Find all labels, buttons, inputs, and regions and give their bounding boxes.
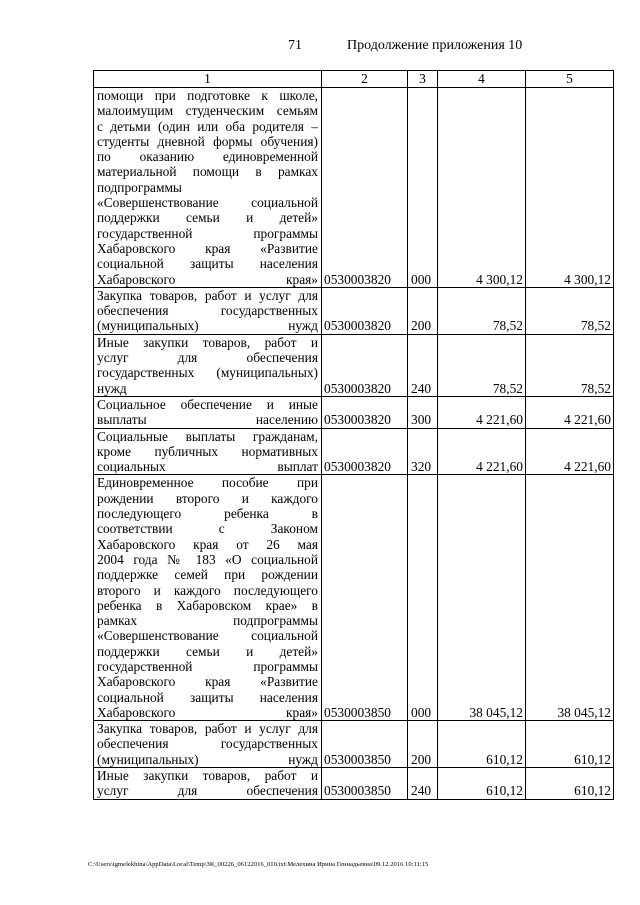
amount-col5: 610,12 [526,721,614,768]
description-line: «Совершенствование социальной [97,195,318,211]
description-line: (муниципальных) нужд [97,751,318,767]
target-article-code: 0530003850 [322,721,408,768]
expense-type-code: 200 [408,287,438,334]
description-line: студенты дневной формы обучения) [97,133,318,149]
table-row [94,396,614,428]
description-line: помощи при подготовке к школе, [97,88,318,103]
description-line: рамках подпрограммы [97,613,318,629]
description-line: Закупка товаров, работ и услуг для [97,287,318,303]
description-line: Хабаровского края» [97,704,318,720]
target-article-code: 0530003820 [322,287,408,334]
expense-type-code: 240 [408,334,438,396]
target-article-code: 0530003820 [322,396,408,428]
target-article-code: 0530003850 [322,475,408,721]
row-description [94,287,322,334]
description-line: Социальное обеспечение и иные [97,396,318,412]
row-description [94,334,322,396]
description-line: соответствии с Законом [97,521,318,537]
row-description [94,768,322,800]
amount-col4: 4 221,60 [438,428,526,475]
table-row [94,88,614,288]
target-article-code: 0530003820 [322,334,408,396]
table-row [94,721,614,768]
description-line: Хабаровского края от 26 мая [97,536,318,552]
column-header: 1 [94,71,322,88]
description-line: 2004 года № 183 «О социальной [97,551,318,567]
description-line: социальных выплат [97,459,318,475]
target-article-code: 0530003820 [322,428,408,475]
expense-type-code: 320 [408,428,438,475]
description-line: малоимущим студенческим семьям [97,103,318,119]
description-line: поддержки семьи и детей» [97,643,318,659]
amount-col5: 78,52 [526,287,614,334]
expense-type-code: 000 [408,475,438,721]
description-line: Социальные выплаты гражданам, [97,428,318,444]
column-header: 4 [438,71,526,88]
description-line: поддержке семей при рождении [97,567,318,583]
description-line: обеспечения государственных [97,736,318,752]
column-header: 5 [526,71,614,88]
amount-col5: 610,12 [526,768,614,800]
column-header: 3 [408,71,438,88]
file-path-footer: C:\Users\igmelekhina\AppData\Local\Temp\ЗК_00226_06122016_010.txt\Мелехина Ирина Геннадьевна\09.12.2016 10:11:15 [88,861,429,868]
description-line: Иные закупки товаров, работ и [97,334,318,350]
description-line: ребенка в Хабаровском крае» в [97,597,318,613]
description-line: поддержки семьи и детей» [97,210,318,226]
amount-col5: 4 300,12 [526,88,614,288]
table-row [94,768,614,800]
description-line: с детьми (один или оба родителя – [97,118,318,134]
expense-type-code: 300 [408,396,438,428]
page-number: 71 [288,38,302,53]
expense-type-code: 240 [408,768,438,800]
description-line: Хабаровского края «Развитие [97,240,318,256]
description-line: подпрограммы [97,179,182,195]
description-line: социальной защиты населения [97,689,318,705]
description-line: услуг для обеспечения [97,783,318,799]
amount-col4: 4 221,60 [438,396,526,428]
page-header [0,38,640,56]
target-article-code: 0530003820 [322,88,408,288]
description-line: «Совершенствование социальной [97,628,318,644]
row-description [94,88,322,288]
amount-col5: 4 221,60 [526,428,614,475]
row-description [94,396,322,428]
description-line: государственных (муниципальных) [97,365,318,381]
description-line: обеспечения государственных [97,303,318,319]
table-row [94,475,614,721]
description-line: услуг для обеспечения [97,350,318,366]
table-row [94,428,614,475]
budget-table [93,70,614,800]
target-article-code: 0530003850 [322,768,408,800]
description-line: кроме публичных нормативных [97,443,318,459]
amount-col5: 78,52 [526,334,614,396]
description-line: выплаты населению [97,412,318,428]
row-description [94,428,322,475]
description-line: Закупка товаров, работ и услуг для [97,721,318,737]
description-line: нужд [97,380,127,396]
description-line: по оказанию единовременной [97,149,318,165]
expense-type-code: 200 [408,721,438,768]
description-line: рождении второго и каждого [97,490,318,506]
description-line: материальной помощи в рамках [97,164,318,180]
row-description [94,721,322,768]
amount-col4: 4 300,12 [438,88,526,288]
table-header-row [94,71,614,88]
description-line: Хабаровского края «Развитие [97,674,318,690]
row-description [94,475,322,721]
description-line: государственной программы [97,658,318,674]
table-row [94,334,614,396]
description-line: Хабаровского края» [97,271,318,287]
appendix-title: Продолжение приложения 10 [347,38,523,53]
table-row [94,287,614,334]
amount-col4: 610,12 [438,768,526,800]
amount-col4: 78,52 [438,334,526,396]
description-line: (муниципальных) нужд [97,318,318,334]
description-line: второго и каждого последующего [97,582,318,598]
amount-col4: 610,12 [438,721,526,768]
description-line: государственной программы [97,225,318,241]
amount-col5: 38 045,12 [526,475,614,721]
description-line: Иные закупки товаров, работ и [97,768,318,784]
description-line: социальной защиты населения [97,256,318,272]
description-line: Единовременное пособие при [97,475,318,491]
amount-col4: 78,52 [438,287,526,334]
amount-col5: 4 221,60 [526,396,614,428]
expense-type-code: 000 [408,88,438,288]
column-header: 2 [322,71,408,88]
amount-col4: 38 045,12 [438,475,526,721]
description-line: последующего ребенка в [97,506,318,522]
